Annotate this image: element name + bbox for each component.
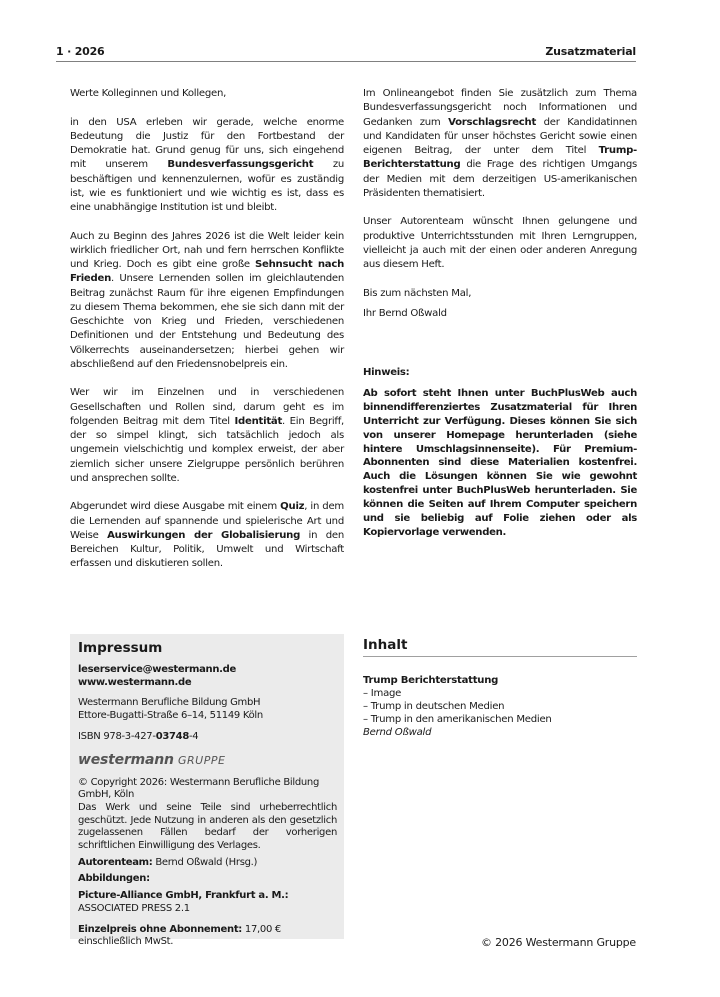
- left-paragraphs: [70, 116, 344, 572]
- letter-paragraph: in den USA erleben wir gerade, welche enorme Bedeutung die Justiz für den Fortbestand der Demokratie hat. Grund genug für uns, sich eingehend mit unserem Bundesverfassungsgericht zu beschäftigen und kennenzulernen, wofür es zuständig ist, wie es funktioniert und wie wichtig es ist, dass es eine unabhängige Institution ist und bleibt.: [70, 116, 345, 213]
- issue-number: 1 · 2026: [56, 45, 105, 58]
- publisher-address: Ettore-Bugatti-Straße 6–14, 51149 Köln: [78, 710, 263, 722]
- hint-body: Ab sofort steht Ihnen unter BuchPlusWeb auch binnendifferenziertes Zusatzmaterial für Ihren Unterricht zur Verfügung. Dieses können Sie sich von unserer Homepage herunterladen (siehe hintere Umschlagsinnenseite). Für Premium-Abonnenten sind diese Materialien kostenfrei. Auch die Lösungen können Sie wie gewohnt kostenfrei unter BuchPlusWeb herunterladen. Sie können die Seiten auf Ihrem Computer speichern und sie beliebig auf Folie ziehen oder als Kopiervorlage verwenden.: [363, 387, 637, 538]
- price: Einzelpreis ohne Abonnement: 17,00 € einschließlich MwSt.: [78, 923, 281, 948]
- footer-copyright: © 2026 Westermann Gruppe: [481, 936, 636, 949]
- letter-paragraph: Wer wir im Einzelnen und in verschiedenen Gesellschaften und Rollen sind, darum geht es im folgenden Beitrag mit dem Titel Identität. Ein Begriff, der so simpel klingt, sich tatsächlich jedoch als ungemein vielschichtig und komplex erweist, der aber ziemlich sicher unsere Zielgruppe persönlich berühren und ansprechen sollte.: [70, 387, 344, 484]
- hint-box: [363, 366, 637, 540]
- rights-notice: Das Werk und seine Teile sind urheberrechtlich geschützt. Jede Nutzung in anderen als den gesetzlich zugelassenen Fällen bedarf der vorherigen schriftlichen Einwilligung des Verlages.: [78, 801, 337, 852]
- images-source: Picture-Alliance GmbH, Frankfurt a. M.: ASSOCIATED PRESS 2.1: [78, 890, 289, 914]
- letter-closing: Bis zum nächsten Mal,: [363, 287, 472, 299]
- hint-title: Hinweis:: [363, 367, 410, 378]
- contents-entry: [363, 674, 637, 739]
- copyright-notice: © Copyright 2026: Westermann Berufliche Bildung GmbH, Köln: [78, 776, 320, 801]
- isbn: ISBN 978-3-427-03748-4: [78, 730, 199, 742]
- westermann-logo: westermann GRUPPE: [78, 751, 226, 768]
- letter-signature: Ihr Bernd Oßwald: [363, 307, 447, 319]
- contents-entry-author: Bernd Oßwald: [363, 727, 432, 738]
- contents-entry-title: Trump Berichterstattung: [363, 675, 499, 686]
- publisher-name: Westermann Berufliche Bildung GmbH: [78, 697, 261, 709]
- page-header: [56, 44, 636, 62]
- contents-subitem: – Trump in deutschen Medien: [363, 701, 505, 712]
- letter-paragraph: Auch zu Beginn des Jahres 2026 ist die Welt leider kein wirklich friedlicher Ort, nah und fern herrschen Konflikte und Krieg. Doch es gibt eine große Sehnsucht nach Frieden. Unsere Lernenden sollen im gleichlautenden Beitrag zunächst Raum für ihre eigenen Empfindungen zu diesem Thema bekommen, ehe sie sich dann mit der Geschichte von Krieg und Frieden, verschiedenen Definitionen und der Entstehung und Bedeutung des Völkerrechts auseinandersetzen; hierbei gehen wir abschließend auf den Friedensnobelpreis ein.: [70, 230, 345, 370]
- contents-section: [363, 637, 637, 739]
- letter-greeting: Werte Kolleginnen und Kollegen,: [70, 88, 227, 99]
- website-link[interactable]: www.westermann.de: [78, 676, 192, 688]
- impressum-box: [70, 634, 344, 948]
- section-title: Zusatzmaterial: [545, 45, 636, 58]
- images-label: Abbildungen:: [78, 873, 150, 885]
- letter-right-column: [363, 87, 637, 335]
- authors: Autorenteam: Bernd Oßwald (Hrsg.): [78, 856, 258, 868]
- letter-left-column: [70, 87, 344, 586]
- email-link[interactable]: leserservice@westermann.de: [78, 664, 237, 675]
- letter-paragraph: Unser Autorenteam wünscht Ihnen gelungene und produktive Unterrichtsstunden mit Ihren Lerngruppen, vielleicht ja auch mit der einen oder anderen Anregung aus diesem Heft.: [363, 216, 637, 270]
- letter-paragraph: Abgerundet wird diese Ausgabe mit einem Quiz, in dem die Lernenden auf spannende und spielerische Art und Weise Auswirkungen der Globalisierung in den Bereichen Kultur, Politik, Umwelt und Wirtschaft erfassen und diskutieren sollen.: [70, 501, 344, 570]
- contents-title: Inhalt: [363, 637, 637, 657]
- contents-subitem: – Trump in den amerikanischen Medien: [363, 714, 552, 725]
- contents-subitem: – Image: [363, 688, 402, 699]
- impressum-title: Impressum: [78, 640, 163, 656]
- right-paragraphs: [363, 87, 637, 272]
- letter-paragraph: Im Onlineangebot finden Sie zusätzlich zum Thema Bundesverfassungsgericht noch Informationen und Gedanken zum Vorschlagsrecht der Kandidatinnen und Kandidaten für unser höchstes Gericht sowie einen eigenen Beitrag, der unter dem Titel Trump-Berichterstattung die Frage des richtigen Umgangs der Medien mit dem derzeitigen US-amerikanischen Präsidenten thematisiert.: [363, 88, 637, 199]
